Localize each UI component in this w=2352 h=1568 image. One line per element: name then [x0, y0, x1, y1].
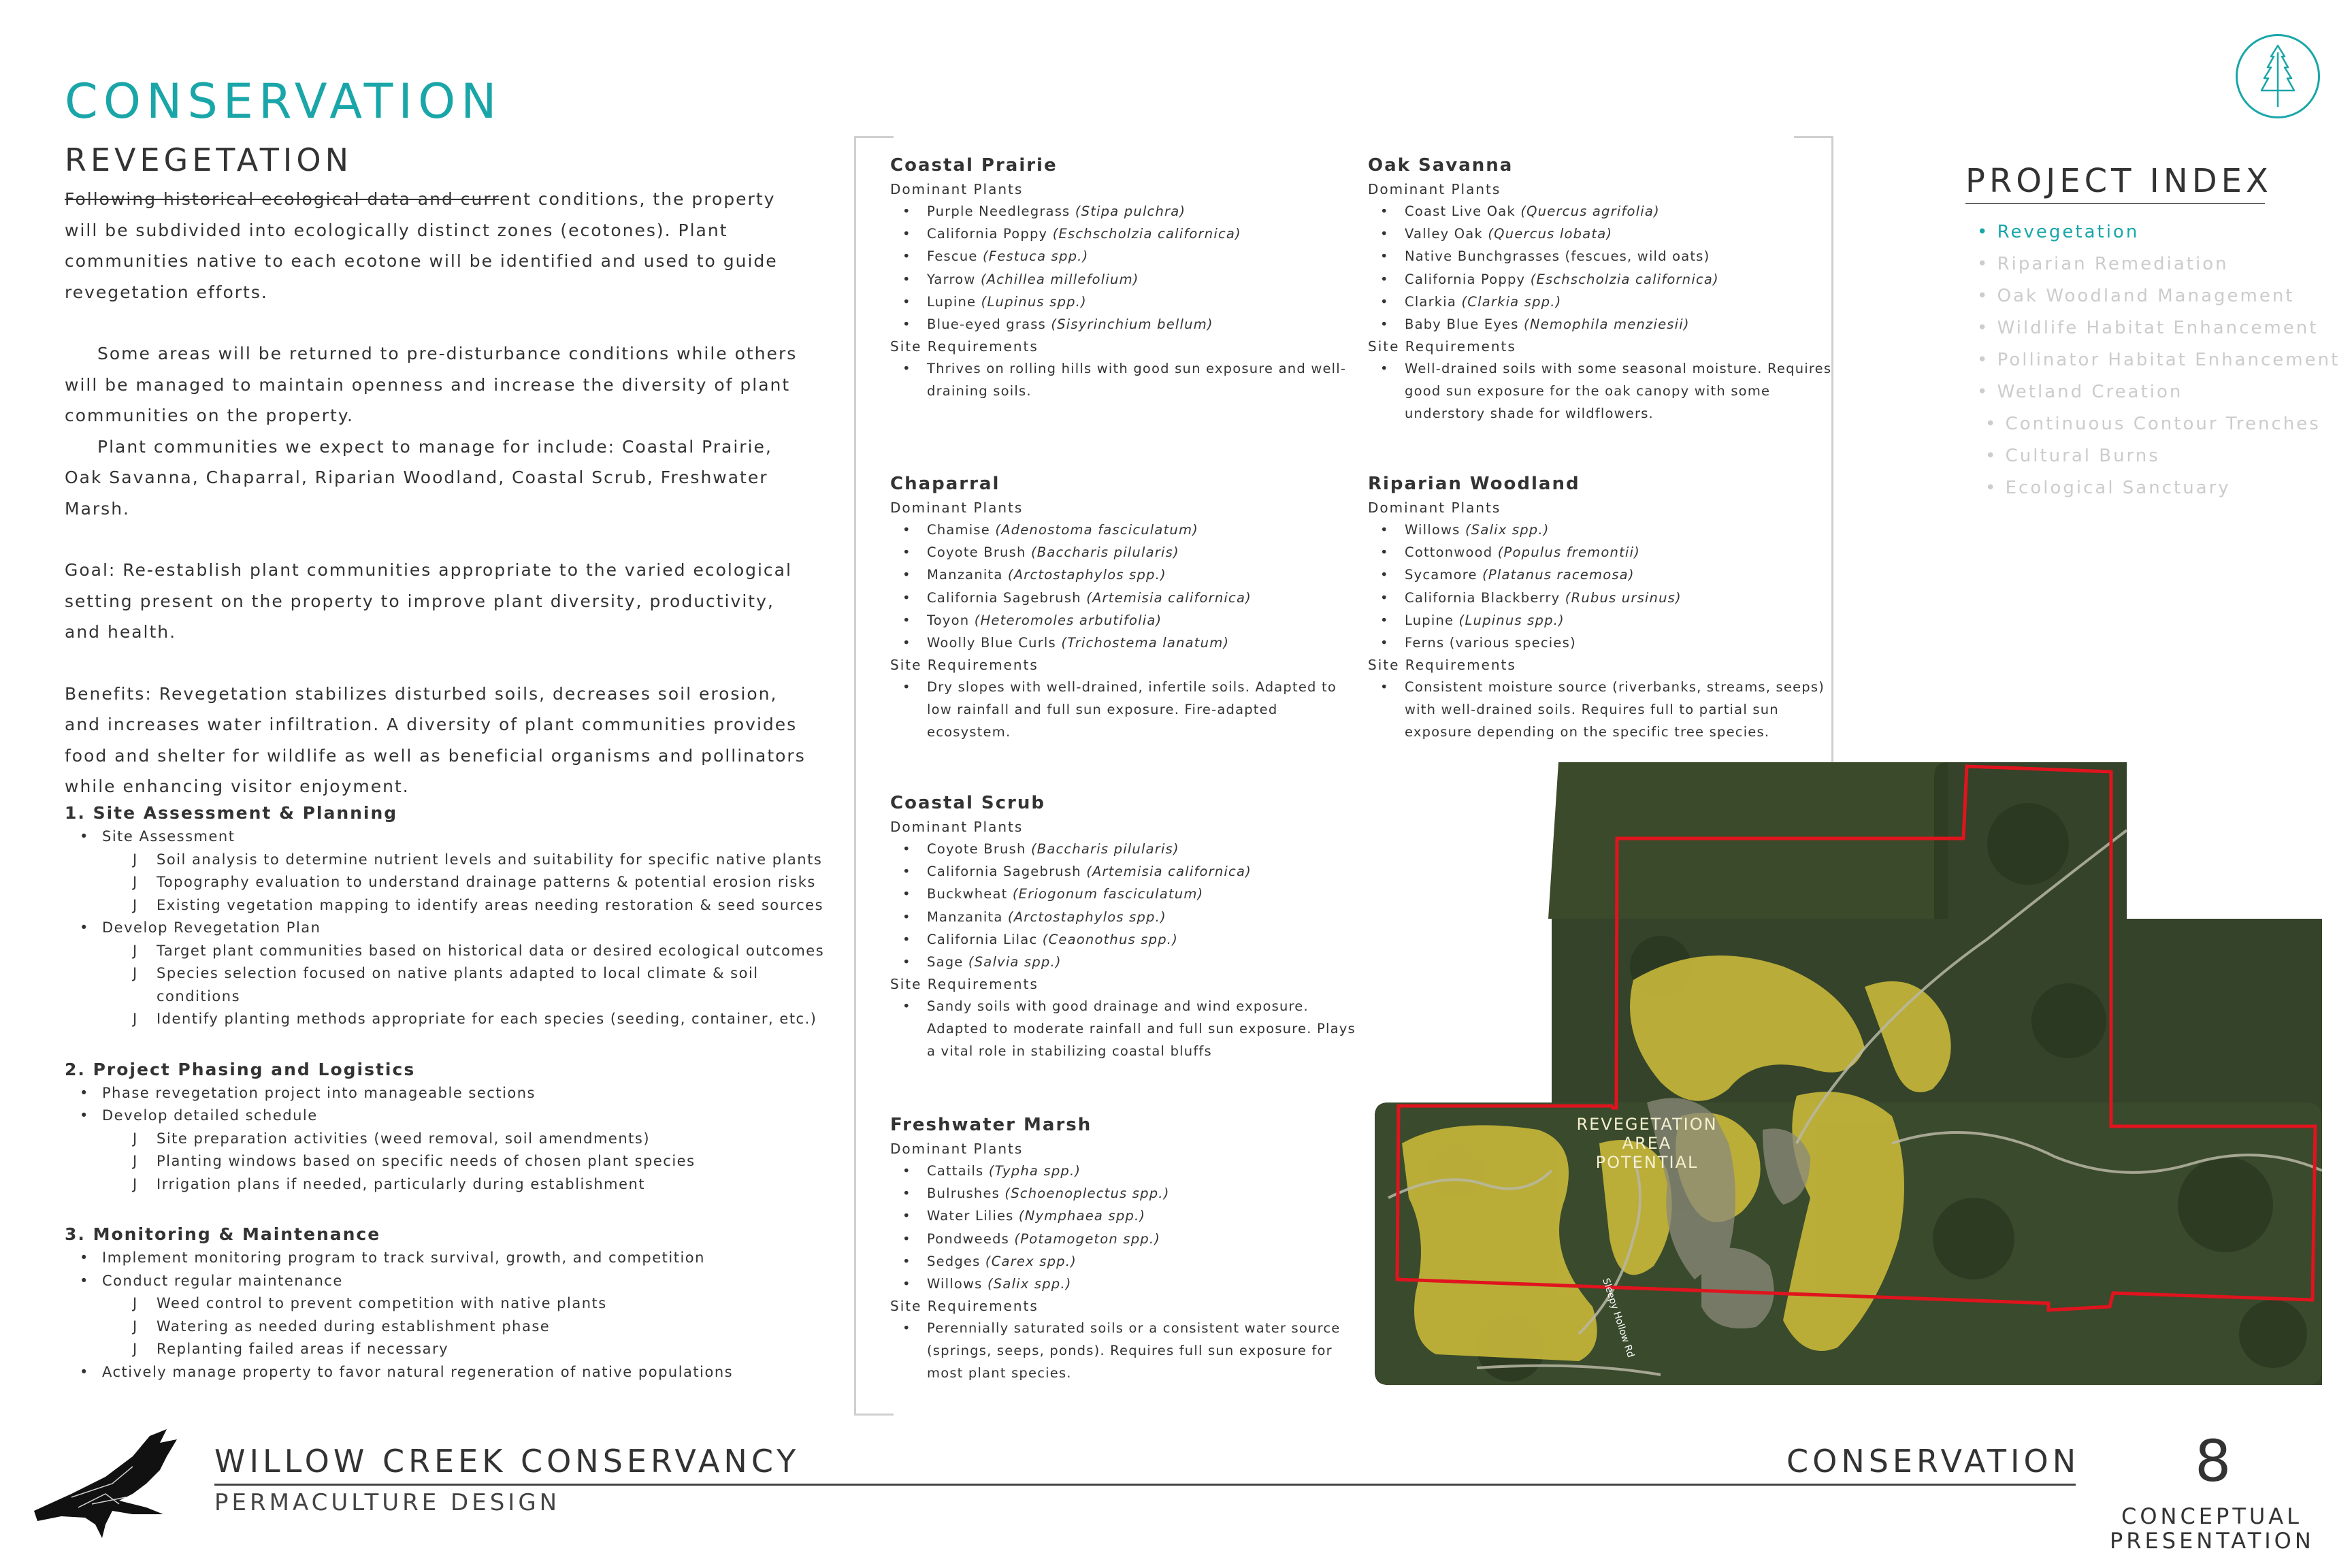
- intro-p1-rest: ent conditions, the property will be subdivided into ecologically distinct zones (ecotones). Plant communities native to each ecotone will be identified and used to guide revegetation efforts.: [65, 189, 778, 302]
- map-annotation-line-1: REVEGETATION: [1576, 1115, 1718, 1134]
- plant-item: [890, 1160, 1360, 1182]
- project-index-item[interactable]: • Continuous Contour Trenches: [1985, 414, 2321, 434]
- page-title: CONSERVATION: [65, 74, 502, 129]
- step-subitem: J Existing vegetation mapping to identify areas needing restoration & seed sources: [65, 894, 847, 917]
- plant-item: [890, 291, 1360, 313]
- site-requirements-label: Site Requirements: [890, 338, 1039, 355]
- plant-latin-name: (Rubus ursinus): [1565, 589, 1682, 606]
- plant-item: [890, 609, 1360, 632]
- plant-latin-name: (Adenostoma fasciculatum): [995, 522, 1198, 538]
- plant-latin-name: (Artemisia californica): [1086, 589, 1252, 606]
- intro-text: [65, 184, 806, 802]
- step-block: [65, 803, 847, 1031]
- raven-logo-icon: [31, 1429, 191, 1545]
- plant-common-name: Native Bunchgrasses (fescues, wild oats): [1405, 248, 1710, 265]
- plant-latin-name: (Salix spp.): [1465, 522, 1550, 538]
- footer-tagline: PERMACULTURE DESIGN: [214, 1489, 561, 1516]
- plant-latin-name: (Arctostaphylos spp.): [1007, 567, 1166, 583]
- plant-latin-name: (Achillea millefolium): [980, 271, 1139, 287]
- project-index-item[interactable]: • Oak Woodland Management: [1977, 286, 2295, 306]
- plant-common-name: Lupine: [927, 293, 977, 310]
- step-bullet: • Implement monitoring program to track survival, growth, and competition: [65, 1247, 847, 1270]
- step-subitem: J Replanting failed areas if necessary: [65, 1338, 847, 1361]
- plant-item: [1368, 519, 1838, 541]
- plant-common-name: Chamise: [927, 522, 990, 538]
- dominant-plants-label: Dominant Plants: [890, 181, 1024, 197]
- plant-latin-name: (Arctostaphylos spp.): [1007, 909, 1166, 925]
- step-subitem: J Watering as needed during establishment phase: [65, 1316, 847, 1339]
- site-requirements-label: Site Requirements: [890, 976, 1039, 993]
- plant-common-name: Cottonwood: [1405, 544, 1493, 561]
- page-number: 8: [2195, 1428, 2232, 1494]
- site-requirements-label: Site Requirements: [1368, 338, 1516, 355]
- plant-common-name: Willows: [1405, 522, 1460, 538]
- plant-common-name: Coast Live Oak: [1405, 203, 1516, 219]
- plant-item: [1368, 245, 1838, 267]
- plant-latin-name: (Platanus racemosa): [1482, 567, 1635, 583]
- plant-item: [1368, 587, 1838, 609]
- plant-common-name: Water Lilies: [927, 1208, 1014, 1224]
- step-bullet: • Develop detailed schedule: [65, 1105, 847, 1128]
- project-index-item[interactable]: • Revegetation: [1977, 222, 2140, 242]
- presentation-label-line-2: PRESENTATION: [2110, 1528, 2315, 1554]
- plant-item: [890, 883, 1360, 905]
- plant-latin-name: (Clarkia spp.): [1461, 293, 1562, 310]
- plant-latin-name: (Eriogonum fasciculatum): [1012, 886, 1204, 902]
- plant-item: [890, 928, 1360, 951]
- plant-latin-name: (Salix spp.): [987, 1276, 1072, 1292]
- dominant-plants-label: Dominant Plants: [890, 500, 1024, 516]
- plant-latin-name: (Trichostema lanatum): [1061, 635, 1230, 651]
- map-annotation-line-2: AREA: [1622, 1134, 1672, 1153]
- plant-common-name: Willows: [927, 1276, 983, 1292]
- plant-common-name: Manzanita: [927, 567, 1003, 583]
- intro-paragraph-1: [65, 184, 806, 308]
- plant-latin-name: (Lupinus spp.): [981, 293, 1087, 310]
- plant-latin-name: (Typha spp.): [988, 1163, 1081, 1179]
- plant-common-name: Cattails: [927, 1163, 984, 1179]
- plant-item: [890, 860, 1360, 883]
- plant-latin-name: (Lupinus spp.): [1458, 612, 1565, 628]
- step-subitem: J Target plant communities based on historical data or desired ecological outcomes: [65, 940, 847, 963]
- intro-paragraph-3: Plant communities we expect to manage for include: Coastal Prairie, Oak Savanna, Chaparral, Riparian Woodland, Coastal Scrub, Freshwater Marsh.: [65, 436, 772, 519]
- presentation-label-line-1: CONCEPTUAL: [2121, 1503, 2302, 1529]
- plant-common-name: Woolly Blue Curls: [927, 635, 1056, 651]
- site-requirements-text: • Perennially saturated soils or a consistent water source (springs, seeps, ponds). Requires full sun exposure for most plant species.: [890, 1317, 1360, 1384]
- plant-latin-name: (Artemisia californica): [1086, 864, 1252, 880]
- presentation-label: [2110, 1504, 2314, 1553]
- goal-text: Goal: Re-establish plant communities appropriate to the varied ecological setting present on the property to improve plant diversity, productivity, and health.: [65, 560, 792, 642]
- step-block: [65, 1224, 847, 1384]
- step-bullet: • Develop Revegetation Plan: [65, 917, 847, 940]
- plant-latin-name: (Quercus lobata): [1488, 226, 1613, 242]
- plant-item: [890, 564, 1360, 586]
- aerial-site-map: [1375, 762, 2322, 1385]
- site-requirements-text: • Dry slopes with well-drained, infertile soils. Adapted to low rainfall and full sun exposure. Fire-adapted ecosystem.: [890, 676, 1360, 743]
- plant-common-name: Yarrow: [927, 271, 976, 287]
- plant-common-name: California Blackberry: [1405, 589, 1561, 606]
- plant-latin-name: (Ceaonothus spp.): [1042, 931, 1179, 947]
- community-oak-savanna: [1368, 155, 1838, 425]
- plant-latin-name: (Baccharis pilularis): [1030, 841, 1179, 857]
- footer-divider: [214, 1484, 2076, 1486]
- community-riparian-woodland: [1368, 474, 1838, 743]
- footer-org-name: WILLOW CREEK CONSERVANCY: [214, 1443, 800, 1480]
- plant-item: [890, 200, 1360, 223]
- plant-latin-name: (Carex spp.): [985, 1253, 1077, 1269]
- plant-common-name: Toyon: [927, 612, 970, 628]
- project-index-item[interactable]: • Pollinator Habitat Enhancement: [1977, 350, 2340, 370]
- dominant-plants-label: Dominant Plants: [890, 1141, 1024, 1157]
- plant-latin-name: (Nymphaea spp.): [1018, 1208, 1146, 1224]
- plant-item: [1368, 223, 1838, 245]
- plant-item: [890, 268, 1360, 291]
- plant-item: [1368, 541, 1838, 564]
- project-index-item[interactable]: • Ecological Sanctuary: [1985, 478, 2231, 498]
- plant-common-name: Buckwheat: [927, 886, 1008, 902]
- community-heading: Oak Savanna: [1368, 155, 1514, 176]
- step-subitem: J Planting windows based on specific needs of chosen plant species: [65, 1150, 847, 1173]
- plant-common-name: Fescue: [927, 248, 978, 265]
- plant-common-name: Blue-eyed grass: [927, 316, 1046, 333]
- site-requirements-label: Site Requirements: [1368, 657, 1516, 674]
- plant-common-name: Coyote Brush: [927, 544, 1026, 561]
- project-index-item[interactable]: • Wildlife Habitat Enhancement: [1977, 318, 2319, 338]
- intro-p1-strike: Following historical ecological data and curr: [65, 189, 500, 209]
- community-chaparral: [890, 474, 1360, 743]
- site-requirements-text: • Sandy soils with good drainage and wind exposure. Adapted to moderate rainfall and full sun exposure. Plays a vital role in stabilizing coastal bluffs: [890, 995, 1360, 1062]
- plant-item: [890, 587, 1360, 609]
- plant-latin-name: (Nemophila menziesii): [1524, 316, 1690, 333]
- plant-common-name: Valley Oak: [1405, 226, 1483, 242]
- dominant-plants-label: Dominant Plants: [890, 819, 1024, 835]
- plant-item: [890, 1228, 1360, 1250]
- plant-common-name: Pondweeds: [927, 1230, 1010, 1247]
- plant-item: [890, 519, 1360, 541]
- plant-item: [890, 951, 1360, 973]
- plant-item: [1368, 564, 1838, 586]
- site-requirements-text: • Well-drained soils with some seasonal moisture. Requires good sun exposure for the oak canopy with some understory shade for wildflowers.: [1368, 357, 1838, 425]
- plant-item: [890, 1205, 1360, 1227]
- step-subitem: J Identify planting methods appropriate for each species (seeding, container, etc.): [65, 1008, 847, 1031]
- plant-latin-name: (Salvia spp.): [968, 954, 1062, 970]
- plant-latin-name: (Potamogeton spp.): [1014, 1230, 1161, 1247]
- plant-common-name: Baby Blue Eyes: [1405, 316, 1519, 333]
- plant-common-name: Bulrushes: [927, 1186, 1000, 1202]
- plant-common-name: California Poppy: [927, 226, 1048, 242]
- plant-item: [890, 1182, 1360, 1205]
- plant-common-name: Sage: [927, 954, 964, 970]
- site-requirements-text: • Thrives on rolling hills with good sun exposure and well-draining soils.: [890, 357, 1360, 402]
- plant-item: [1368, 313, 1838, 336]
- site-requirements-label: Site Requirements: [890, 657, 1039, 674]
- plant-common-name: California Lilac: [927, 931, 1038, 947]
- plant-latin-name: (Baccharis pilularis): [1030, 544, 1179, 561]
- plant-item: [1368, 268, 1838, 291]
- step-bullet: • Phase revegetation project into manageable sections: [65, 1082, 847, 1105]
- plant-latin-name: (Heteromoles arbutifolia): [974, 612, 1162, 628]
- plant-common-name: Purple Needlegrass: [927, 203, 1071, 219]
- plant-common-name: Ferns (various species): [1405, 635, 1576, 651]
- plant-common-name: California Sagebrush: [927, 589, 1081, 606]
- project-index-title: PROJECT INDEX: [1965, 162, 2272, 200]
- plant-common-name: California Sagebrush: [927, 864, 1081, 880]
- plant-latin-name: (Eschscholzia californica): [1052, 226, 1241, 242]
- step-bullet: • Actively manage property to favor natural regeneration of native populations: [65, 1361, 847, 1384]
- plant-latin-name: (Festuca spp.): [983, 248, 1089, 265]
- plant-item: [890, 1273, 1360, 1295]
- step-subitem: J Species selection focused on native plants adapted to local climate & soil conditions: [65, 962, 847, 1008]
- step-heading: 1. Site Assessment & Planning: [65, 803, 398, 823]
- plant-latin-name: (Stipa pulchra): [1075, 203, 1186, 219]
- community-heading: Riparian Woodland: [1368, 474, 1580, 494]
- step-block: [65, 1060, 847, 1196]
- community-heading: Freshwater Marsh: [890, 1115, 1092, 1135]
- site-requirements-text: • Consistent moisture source (riverbanks, streams, seeps) with well-drained soils. Requires full to partial sun exposure depending on the specific tree species.: [1368, 676, 1838, 743]
- plant-item: [890, 223, 1360, 245]
- plant-common-name: Coyote Brush: [927, 841, 1026, 857]
- project-index-item[interactable]: • Cultural Burns: [1985, 446, 2160, 466]
- site-requirements-label: Site Requirements: [890, 1298, 1039, 1315]
- plant-item: [1368, 632, 1838, 654]
- plant-latin-name: (Populus fremontii): [1497, 544, 1640, 561]
- dominant-plants-label: Dominant Plants: [1368, 181, 1501, 197]
- plant-item: [890, 541, 1360, 564]
- steps-list: [65, 803, 847, 1412]
- plant-common-name: Sycamore: [1405, 567, 1477, 583]
- plant-item: [890, 1250, 1360, 1273]
- step-heading: 3. Monitoring & Maintenance: [65, 1224, 381, 1244]
- map-annotation-line-3: POTENTIAL: [1595, 1153, 1699, 1172]
- plant-item: [1368, 291, 1838, 313]
- step-bullet: • Conduct regular maintenance: [65, 1270, 847, 1293]
- step-subitem: J Site preparation activities (weed removal, soil amendments): [65, 1128, 847, 1151]
- step-subitem: J Weed control to prevent competition with native plants: [65, 1292, 847, 1316]
- plant-common-name: Manzanita: [927, 909, 1003, 925]
- community-heading: Coastal Prairie: [890, 155, 1058, 176]
- community-heading: Coastal Scrub: [890, 793, 1045, 813]
- project-index-item[interactable]: • Wetland Creation: [1977, 382, 2183, 402]
- plant-item: [890, 313, 1360, 336]
- plant-item: [1368, 200, 1838, 223]
- community-heading: Chaparral: [890, 474, 1000, 494]
- community-coastal-prairie: [890, 155, 1360, 402]
- intro-paragraph-2: Some areas will be returned to pre-disturbance conditions while others will be managed to maintain openness and increase the diversity of plant communities on the property.: [65, 344, 798, 425]
- plant-latin-name: (Schoenoplectus spp.): [1004, 1186, 1170, 1202]
- plant-latin-name: (Sisyrinchium bellum): [1051, 316, 1213, 333]
- step-subitem: J Topography evaluation to understand drainage patterns & potential erosion risks: [65, 871, 847, 894]
- plant-common-name: Sedges: [927, 1253, 981, 1269]
- plant-common-name: Lupine: [1405, 612, 1454, 628]
- benefits-text: Benefits: Revegetation stabilizes disturbed soils, decreases soil erosion, and increases water infiltration. A diversity of plant communities provides food and shelter for wildlife as well as beneficial organisms and pollinators while enhancing visitor enjoyment.: [65, 683, 806, 796]
- footer-section-name: CONSERVATION: [1786, 1443, 2080, 1480]
- plant-item: [890, 245, 1360, 267]
- dominant-plants-label: Dominant Plants: [1368, 500, 1501, 516]
- plant-latin-name: (Quercus agrifolia): [1520, 203, 1660, 219]
- road-label: Sleepy Hollow Rd: [1600, 1277, 1636, 1359]
- left-bracket: [854, 136, 894, 1416]
- project-index-item[interactable]: • Riparian Remediation: [1977, 254, 2229, 274]
- plant-common-name: Clarkia: [1405, 293, 1457, 310]
- plant-common-name: California Poppy: [1405, 271, 1526, 287]
- project-index-divider: [1965, 203, 2265, 204]
- step-bullet: • Site Assessment: [65, 826, 847, 849]
- plant-item: [1368, 609, 1838, 632]
- plant-item: [890, 838, 1360, 860]
- community-coastal-scrub: [890, 793, 1360, 1062]
- tree-logo-icon: [2236, 34, 2320, 118]
- step-subitem: J Irrigation plans if needed, particularly during establishment: [65, 1173, 847, 1196]
- community-freshwater-marsh: [890, 1115, 1360, 1384]
- plant-item: [890, 632, 1360, 654]
- step-subitem: J Soil analysis to determine nutrient levels and suitability for specific native plants: [65, 849, 847, 872]
- plant-latin-name: (Eschscholzia californica): [1530, 271, 1719, 287]
- plant-item: [890, 906, 1360, 928]
- page-subtitle: REVEGETATION: [65, 142, 353, 178]
- step-heading: 2. Project Phasing and Logistics: [65, 1059, 416, 1079]
- project-index-list: [1977, 216, 2340, 504]
